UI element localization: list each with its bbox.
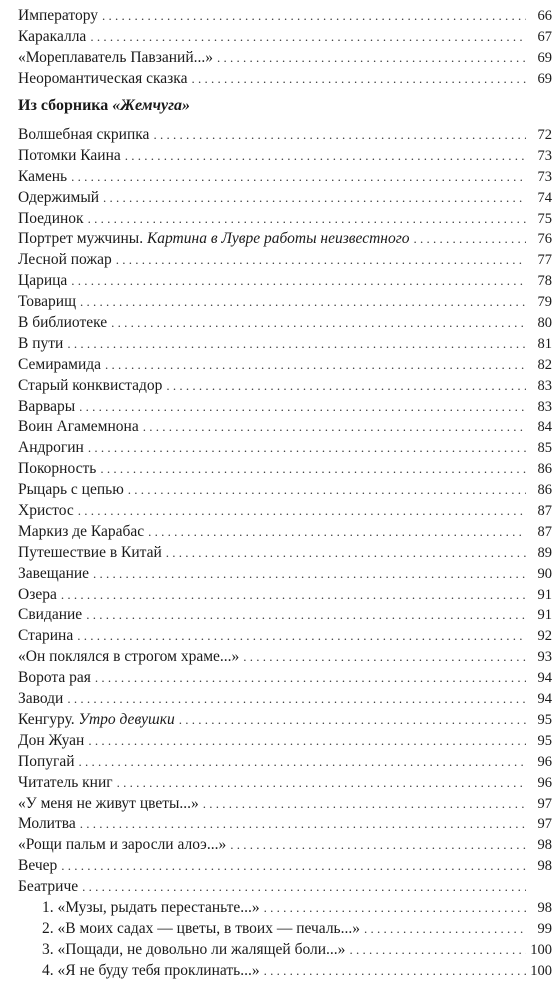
toc-entry-page-number: 83 [537,398,552,415]
toc-entry-title [18,668,91,689]
toc-entry-title [18,376,162,397]
toc-entry [18,250,552,271]
toc-entry-title [18,877,78,898]
toc-entry-page-number: 69 [537,70,552,87]
toc-entry [18,6,552,27]
dot-leader [191,69,526,90]
toc-entry [18,334,552,355]
dot-leader [230,835,526,856]
dot-leader [93,564,526,585]
toc-entry [18,605,552,626]
toc-entry-title-text: Заводи [18,690,64,708]
dot-leader [243,647,526,668]
toc-entry-title-text: Озера [18,585,57,603]
toc-entry-page-number: 98 [537,858,552,875]
toc-entry-title-text: Волшебная скрипка [18,126,150,143]
toc-entry-page-number: 76 [537,231,552,248]
toc-entry-title [18,794,199,815]
dot-leader [61,585,526,606]
toc-entry-page-number: 82 [537,356,552,373]
dot-leader [77,626,526,647]
toc-entry-title [18,397,75,418]
toc-entry-title-text: Андрогин [18,439,84,457]
dot-leader [264,961,526,982]
toc-entry-page-number: 100 [530,941,552,958]
dot-leader [67,334,526,355]
toc-entry-title [18,480,124,501]
toc-entry [18,564,552,585]
toc-entry [18,48,552,69]
dot-leader [71,167,526,188]
toc-entry [18,167,552,188]
toc-entry-title [18,167,67,188]
toc-entry [18,647,552,668]
dot-leader [79,752,526,773]
toc-entry-title [18,752,75,773]
toc-entry-title-text: Маркиз де Карабас [18,522,145,540]
toc-entry [18,417,552,438]
toc-entry-page-number: 91 [537,586,552,603]
toc-entry-page-number: 87 [537,503,552,520]
toc-entry-title [18,250,112,271]
toc-entry-page-number: 95 [537,732,552,749]
toc-entry-title [18,209,84,230]
toc-entry [18,626,552,647]
dot-leader [217,48,526,69]
toc-entry-title-text: Портрет мужчины. [18,230,147,248]
toc-entry-title-text: «Мореплаватель Павзаний...» [18,48,214,66]
dot-leader [166,543,526,564]
dot-leader [116,250,526,271]
toc-entry-page-number: 77 [537,252,552,269]
toc-entry-title [18,710,175,731]
toc-entry-title [18,313,107,334]
toc-entry [18,689,552,710]
toc-entry [18,125,552,146]
toc-entry-title [18,146,121,167]
toc-entry-page-number: 83 [537,377,552,394]
toc-entry-page-number: 89 [537,544,552,561]
toc-entry-title [18,69,187,90]
dot-leader [71,271,526,292]
dot-leader [125,146,526,167]
toc-entry-title [18,835,226,856]
toc-entry-title [18,626,73,647]
toc-entry-page-number: 87 [537,523,552,540]
toc-entry [18,522,552,543]
toc-entry [18,814,552,835]
toc-entry-title [18,417,139,438]
toc-entry-title-text: Завещание [18,564,90,582]
toc-entry-title-text: 1. «Музы, рыдать перестаньте...» [42,898,260,916]
toc-entry-title [18,125,149,146]
toc-entry [18,668,552,689]
toc-entry-title [18,856,57,877]
toc-entry-page-number: 74 [537,189,552,206]
toc-entry-page-number: 81 [537,335,552,352]
toc-entry-title-text: «Он поклялся в строгом храме...» [18,648,240,666]
toc-entry-title-text: Варвары [18,397,76,415]
dot-leader [143,417,526,438]
toc-entry-title-text: Камень [18,167,68,185]
toc-entry-page-number: 86 [537,461,552,478]
toc-entry-title-text: Вечер [18,857,58,875]
toc-entry [18,27,552,48]
toc-entry-page-number: 79 [537,294,552,311]
dot-leader [105,355,526,376]
toc-entry-page-number: 100 [530,962,552,979]
toc-entry-title-text: Каракалла [18,27,87,45]
toc-entry-page-number: 95 [537,711,552,728]
toc-entry-page-number: 85 [537,440,552,457]
dot-leader [80,292,526,313]
dot-leader [414,229,526,250]
toc-entry-title [18,605,82,626]
toc-entry-title-text: «У меня не живут цветы...» [18,794,199,812]
section-heading [18,95,190,117]
toc-entry [18,69,552,90]
toc-entry-page-number: 73 [537,168,552,185]
dot-leader [80,814,526,835]
toc-entry [18,376,552,397]
toc-entry-page-number: 66 [537,8,552,24]
toc-entry [18,877,552,898]
dot-leader [203,794,526,815]
toc-entry [18,229,552,250]
dot-leader [78,501,526,522]
toc-entry-page-number: 78 [537,273,552,290]
toc-entry-page-number: 93 [537,649,552,666]
toc-entry [18,961,552,982]
toc-entry-page-number: 69 [537,49,552,66]
toc-entry-title-text: Путешествие в Китай [18,543,162,561]
toc-entry [18,271,552,292]
toc-entry-title [18,292,76,313]
toc-entry [18,898,552,919]
toc-entry [18,438,552,459]
toc-list-top [18,6,552,90]
toc-entry-title-text: Покорность [18,460,97,478]
dot-leader [61,856,526,877]
toc-entry [18,543,552,564]
dot-leader [100,459,526,480]
toc-entry-title [18,543,162,564]
toc-list-main [18,125,552,982]
toc-entry-title-text: Императору [18,7,99,24]
toc-entry [18,480,552,501]
toc-entry [18,355,552,376]
toc-entry-title [18,731,84,752]
toc-entry-title-text: Молитва [18,815,76,833]
dot-leader [264,898,526,919]
toc-entry [18,710,552,731]
toc-entry-subtitle: Утро девушки [78,710,175,728]
toc-entry-title-text: Поединок [18,209,84,227]
toc-entry-page-number: 92 [537,628,552,645]
toc-entry [18,731,552,752]
toc-entry-title [42,961,260,982]
toc-entry-title [18,188,99,209]
toc-entry [18,773,552,794]
toc-entry-page-number: 96 [537,774,552,791]
toc-entry-title-text: Ворота рая [18,669,91,687]
section-heading-name: «Жемчуга» [112,97,191,114]
toc-entry-page-number: 94 [537,691,552,708]
toc-entry [18,209,552,230]
toc-entry-page-number: 98 [537,899,552,916]
toc-entry-title [18,814,76,835]
toc-entry-subtitle: Картина в Лувре работы неизвестного [146,230,410,248]
toc-entry-title [42,940,345,961]
toc-entry-title-text: Одержимый [18,188,100,206]
dot-leader [88,438,526,459]
toc-entry-title-text: Потомки Каина [18,146,121,164]
toc-entry-title-text: Дон Жуан [18,731,85,749]
toc-entry-title [42,919,360,940]
toc-entry-title-text: Лесной пожар [18,251,112,269]
dot-leader [349,940,526,961]
toc-entry-title-text: В пути [18,334,64,352]
toc-entry-title-text: Неоромантическая сказка [18,69,188,87]
dot-leader [79,397,526,418]
toc-entry [18,835,552,856]
toc-entry-title-text: Старый конквистадор [18,376,163,394]
toc-entry-page-number: 96 [537,753,552,770]
toc-entry-title-text: В библиотеке [18,314,108,332]
toc-entry-page-number: 98 [537,837,552,854]
toc-entry-title-text: 2. «В моих садах — цветы, в твоих — печаль...» [42,919,360,937]
dot-leader [82,877,526,898]
dot-leader [103,188,526,209]
toc-entry-page-number: 67 [537,28,552,45]
dot-leader [117,773,526,794]
toc-entry [18,940,552,961]
toc-entry [18,313,552,334]
dot-leader [364,919,526,940]
dot-leader [88,209,526,230]
toc-entry-title [42,898,260,919]
toc-entry [18,146,552,167]
toc-entry-title [18,355,101,376]
section-heading-prefix: Из сборника [18,97,113,114]
toc-entry [18,292,552,313]
toc-entry-page-number: 80 [537,315,552,332]
toc-entry-title [18,6,98,27]
toc-entry-title-text: Рыцарь с цепью [18,481,124,499]
toc-entry [18,501,552,522]
toc-entry [18,188,552,209]
toc-entry-page-number: 97 [537,795,552,812]
toc-entry-title-text: Читатель книг [18,773,113,791]
toc-entry-page-number: 97 [537,816,552,833]
dot-leader [90,27,526,48]
dot-leader [128,480,526,501]
toc-entry-title-text: 3. «Пощади, не довольно ли жалящей боли...» [42,940,346,958]
toc-entry-title [18,438,84,459]
toc-entry-page-number: 94 [537,670,552,687]
toc-entry-title [18,647,239,668]
toc-entry-page-number: 90 [537,565,552,582]
toc-entry [18,794,552,815]
dot-leader [148,522,526,543]
dot-leader [95,668,526,689]
dot-leader [67,689,526,710]
toc-entry-title-text: Свидание [18,606,83,624]
toc-entry-title [18,501,74,522]
toc-entry-title-text: Воин Агамемнона [18,418,139,436]
toc-entry-page-number: 73 [537,147,552,164]
toc-entry [18,856,552,877]
dot-leader [111,313,526,334]
toc-entry-title-text: «Рощи пальм и заросли алоэ...» [18,836,227,854]
toc-entry-title-text: Старина [18,627,74,645]
toc-entry-page-number: 75 [537,210,552,227]
toc-entry-title [18,522,144,543]
toc-entry-page-number: 72 [537,127,552,143]
toc-entry-title [18,334,63,355]
toc-entry-title [18,773,113,794]
toc-entry-title-text: Кенгуру. [18,710,79,728]
toc-entry-title [18,689,63,710]
toc-entry-title-text: Попугай [18,752,75,770]
toc-entry-title-text: 4. «Я не буду тебя проклинать...» [42,961,260,979]
toc-entry-page-number: 99 [537,920,552,937]
toc-entry [18,752,552,773]
dot-leader [88,731,526,752]
toc-entry-title [18,564,89,585]
toc-entry [18,459,552,480]
toc-entry-title-text: Христос [18,502,74,520]
toc-entry-title-text: Царица [18,272,68,290]
toc-entry-title [18,48,213,69]
dot-leader [179,710,526,731]
toc-entry-title-text: Беатриче [18,878,79,896]
toc-entry-title [18,271,67,292]
dot-leader [102,6,526,27]
dot-leader [166,376,526,397]
toc-entry-title [18,459,96,480]
toc-entry [18,919,552,940]
toc-entry-title [18,229,410,250]
toc-entry-title-text: Товарищ [18,293,77,311]
toc-entry-page-number: 86 [537,482,552,499]
toc-entry-page-number: 91 [537,607,552,624]
toc-entry-title [18,585,57,606]
dot-leader [86,605,526,626]
toc-entry-title-text: Семирамида [18,355,102,373]
toc-entry-page-number: 84 [537,419,552,436]
toc-entry [18,585,552,606]
dot-leader [153,125,526,146]
toc-entry-title [18,27,86,48]
toc-entry [18,397,552,418]
